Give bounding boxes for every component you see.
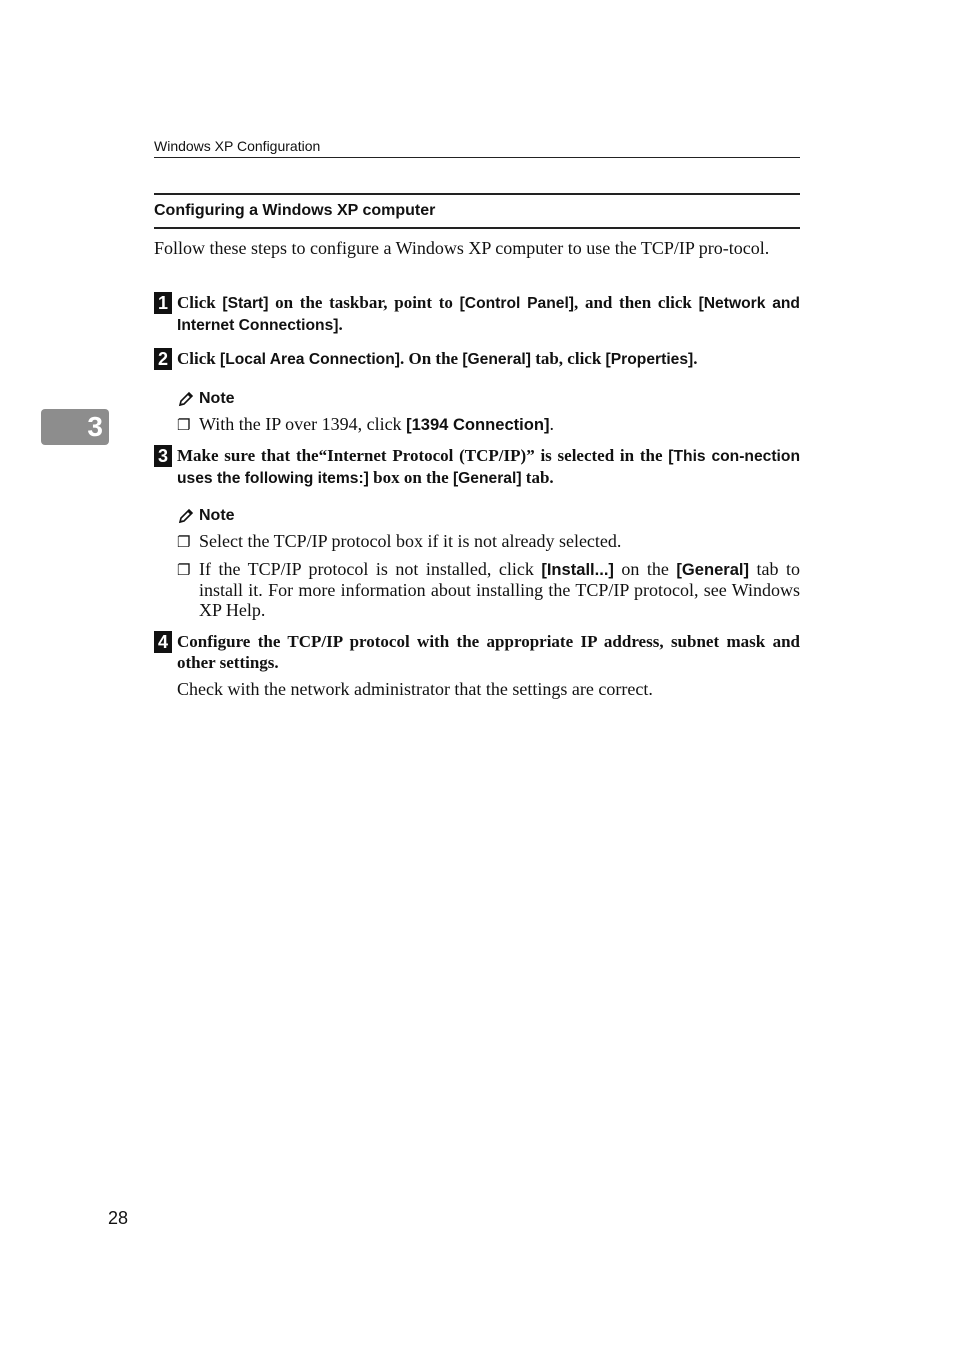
ui-label: [Properties] bbox=[605, 351, 694, 368]
page-number: 28 bbox=[108, 1208, 129, 1228]
step-2 bbox=[154, 348, 800, 370]
ui-label: [Local Area Connection] bbox=[219, 351, 400, 368]
ui-label: [General] bbox=[452, 470, 522, 487]
checkbox-bullet-icon: ❐ bbox=[177, 416, 191, 434]
text-run: With the IP over 1394, click bbox=[199, 414, 407, 434]
step-number: 1 bbox=[154, 292, 172, 314]
pencil-icon bbox=[177, 507, 195, 525]
running-header bbox=[154, 138, 800, 158]
text-run: on the taskbar, point to bbox=[268, 293, 460, 312]
step-text bbox=[177, 631, 800, 673]
ui-label: [General] bbox=[676, 560, 750, 579]
chapter-number: 3 bbox=[87, 411, 103, 442]
text-run: . On the bbox=[399, 349, 463, 368]
chapter-tab bbox=[41, 409, 109, 445]
checkbox-bullet-icon: ❐ bbox=[177, 533, 191, 551]
note-label: Note bbox=[199, 390, 235, 407]
step-4 bbox=[154, 631, 800, 700]
note-heading bbox=[177, 388, 800, 410]
text-run: . bbox=[549, 414, 554, 434]
text-run: , and then click bbox=[574, 293, 699, 312]
intro-paragraph: Follow these steps to configure a Windows XP computer to use the TCP/IP pro-tocol. bbox=[154, 238, 770, 258]
step-text bbox=[177, 348, 800, 370]
step-number: 4 bbox=[154, 631, 172, 653]
text-run: . bbox=[693, 349, 698, 368]
text-run: . bbox=[338, 315, 343, 334]
checkbox-bullet-icon: ❐ bbox=[177, 561, 191, 579]
pencil-icon bbox=[177, 390, 195, 408]
note-block-2 bbox=[177, 505, 800, 620]
note-item bbox=[177, 559, 800, 620]
step-detail: Check with the network administrator that the settings are correct. bbox=[177, 679, 653, 699]
ui-label: [1394 Connection] bbox=[406, 415, 550, 434]
text-run: Select the TCP/IP protocol box if it is not already selected. bbox=[199, 531, 622, 551]
note-label: Note bbox=[199, 507, 235, 524]
text-run: Click bbox=[177, 293, 223, 312]
text-run: Configure the TCP/IP protocol with the appropriate IP address, subnet mask and other settings. bbox=[177, 632, 800, 672]
step-text bbox=[177, 292, 800, 336]
ui-label: [This con-nection uses the following items:] bbox=[177, 448, 800, 487]
text-run: tab to install it. For more information about installing the TCP/IP protocol, see Windows XP Help. bbox=[199, 559, 800, 620]
ui-label: [Network and Internet Connections] bbox=[177, 295, 800, 334]
ui-label: [Control Panel] bbox=[459, 295, 575, 312]
ui-label: [Start] bbox=[222, 295, 269, 312]
note-block-1 bbox=[177, 388, 800, 435]
section-title-text: Configuring a Windows XP computer bbox=[154, 202, 436, 219]
note-heading bbox=[177, 505, 800, 527]
text-run: tab, click bbox=[530, 349, 606, 368]
ui-label: [General] bbox=[462, 351, 531, 368]
step-3 bbox=[154, 445, 800, 489]
ui-label: [Install...] bbox=[541, 560, 614, 579]
step-number: 3 bbox=[154, 445, 172, 467]
running-header-title: Windows XP Configuration bbox=[154, 138, 321, 154]
text-run: on the bbox=[613, 559, 677, 579]
text-run: box on the bbox=[368, 468, 453, 487]
section-title bbox=[154, 193, 800, 229]
text-run: Click bbox=[177, 349, 220, 368]
text-run: Make sure that the“Internet Protocol (TCP/IP)” is selected in the bbox=[177, 446, 669, 465]
step-1 bbox=[154, 292, 800, 336]
text-run: If the TCP/IP protocol is not installed, click bbox=[199, 559, 542, 579]
note-item bbox=[177, 531, 800, 551]
text-run: tab. bbox=[521, 468, 554, 487]
step-number: 2 bbox=[154, 348, 172, 370]
step-text bbox=[177, 445, 800, 489]
note-item bbox=[177, 414, 800, 435]
